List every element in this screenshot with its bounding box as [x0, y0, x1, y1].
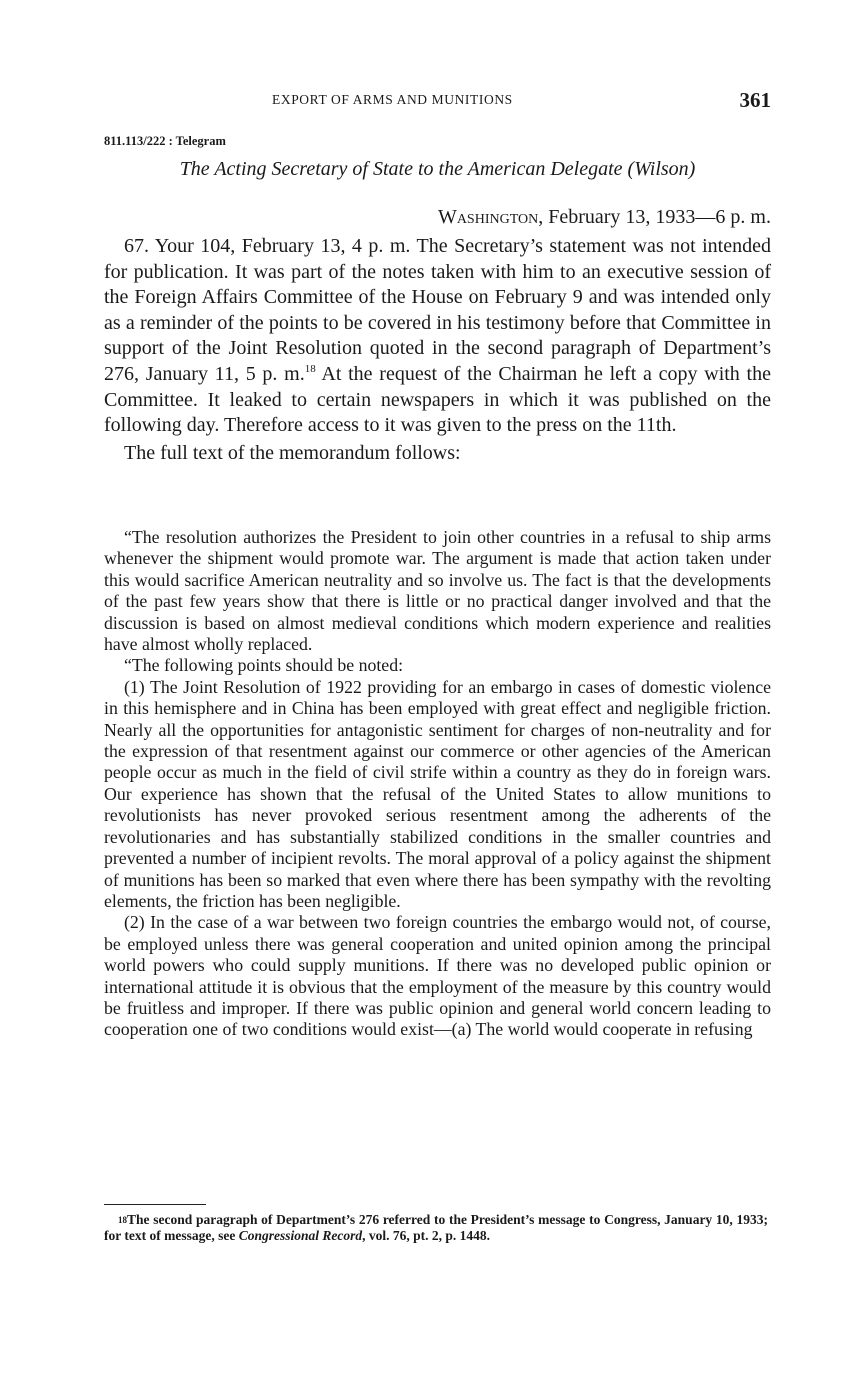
footnote-mark: 18 — [118, 1215, 127, 1225]
dateline — [438, 206, 771, 229]
footnote-text: , vol. 76, pt. 2, p. 1448. — [362, 1228, 490, 1243]
memorandum-paragraph: “The resolution authorizes the President to join other countries in a refusal to ship arms whenever the shipment would promote war. The argument is made that action taken under this would sacrifice American neutrality and so involve us. The fact is that the developments of the past few years show that there is little or no practical danger involved and that the discussion is based on almost medieval conditions which modern experience and realities have almost wholly replaced. — [104, 527, 771, 655]
footnote-text: The second paragraph of Department’s 276 referred to the President’s message to Congress, January 10, 1933; for text of message, see — [104, 1212, 768, 1243]
file-reference: 811.113/222 : Telegram — [104, 134, 226, 148]
body-text: 67. Your 104, February 13, 4 p. m. The Secretary’s statement was not intended for publication. It was part of the notes taken with him to an executive session of the Foreign Affairs Committee of the House on February 9 and was intended only as a reminder of the points to be covered in his testimony before that Committee in support of the Joint Resolution quoted in the second paragraph of Department’s 276, January 11, 5 p. m. — [104, 235, 771, 385]
footnote-divider — [104, 1204, 206, 1205]
document-heading: The Acting Secretary of State to the American Delegate (Wilson) — [179, 158, 696, 180]
body-text: At the request of the Chairman he left a copy with the Committee. It leaked to certain newspapers in which it was published on the following day. Therefore access to it was given to the press on the 11th. — [104, 362, 771, 437]
telegram-body — [104, 234, 771, 466]
page-number: 361 — [739, 88, 771, 112]
body-paragraph: The full text of the memorandum follows: — [124, 441, 461, 464]
footnote-reference: 18 — [304, 362, 316, 375]
memorandum-paragraph: “The following points should be noted: — [124, 655, 404, 676]
footnote-paragraph — [104, 1212, 768, 1244]
running-head — [104, 88, 771, 118]
memorandum-paragraph: (1) The Joint Resolution of 1922 providing for an embargo in cases of domestic violence in this hemisphere and in China has been employed with great effect and negligible friction. Nearly all the opportunities for antagonistic sentiment for charges of non-neutrality and for the expression of that resentment against our commerce or other agencies of the American people occur as much in the field of civil strife within a country as they do in foreign wars. Our experience has shown that the refusal of the United States to allow munitions to revolutionists has never provoked serious resentment among the adherents of the revolutionaries and has substantially stabilized conditions in the smaller countries and prevented a number of incipient revolts. The moral approval of a policy against the shipment of munitions has been so marked that even where there has been sympathy with the revolting elements, the friction has been negligible. — [104, 676, 771, 911]
footnote — [104, 1212, 768, 1244]
body-paragraph — [104, 234, 771, 439]
footnote-source: Congressional Record — [238, 1228, 363, 1243]
running-title: EXPORT OF ARMS AND MUNITIONS — [272, 92, 513, 107]
memorandum-paragraph: (2) In the case of a war between two foreign countries the embargo would not, of course, be employed unless there was general cooperation and united opinion among the principal world powers who could supply munitions. If there was no developed public opinion or international attitude it is obvious that the employment of the measure by this country would be fruitless and improper. If there was public opinion and general world concern leading to cooperation one of two conditions would exist—(a) The world would cooperate in refusing — [104, 912, 771, 1040]
dateline-date: February 13, 1933—6 p. m. — [543, 206, 771, 228]
memorandum-text — [104, 527, 771, 1041]
dateline-city: Washington, — [437, 206, 544, 228]
